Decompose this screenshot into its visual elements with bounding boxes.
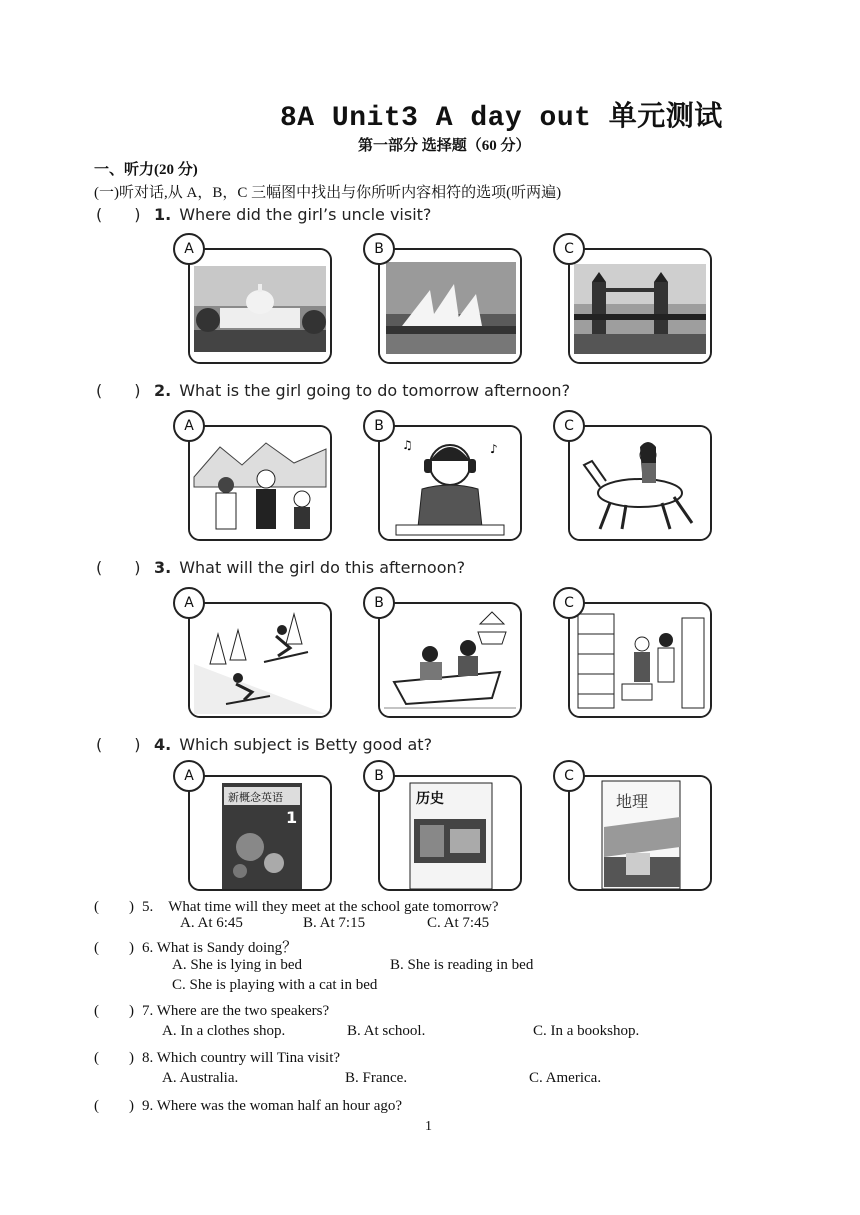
option-badge-a: A (173, 587, 205, 619)
question-text: 9. Where was the woman half an hour ago? (142, 1098, 403, 1114)
section-heading: 一、听力(20 分) (94, 162, 198, 178)
question-5 (94, 895, 499, 916)
question-text: What will the girl do this afternoon? (179, 558, 466, 577)
option-b[interactable]: B. At 7:15 (303, 915, 366, 931)
history-textbook-image (378, 775, 522, 891)
picture-question-3 (96, 555, 465, 578)
option-a[interactable]: A. Australia. (162, 1070, 239, 1086)
option-badge-c: C (553, 760, 585, 792)
answer-blank[interactable]: ( ) (94, 1003, 134, 1019)
question-number: 1. (154, 205, 172, 224)
question-text: 7. Where are the two speakers? (142, 1003, 330, 1019)
question-text: What is the girl going to do tomorrow afternoon? (179, 381, 571, 400)
answer-blank[interactable]: ( ) (96, 558, 141, 577)
option-a[interactable]: A. She is lying in bed (172, 957, 302, 973)
answer-blank[interactable]: ( ) (96, 735, 141, 754)
answer-blank[interactable]: ( ) (96, 381, 141, 400)
option-b[interactable]: B. She is reading in bed (390, 957, 534, 973)
question-number: 2. (154, 381, 172, 400)
option-badge-a: A (173, 410, 205, 442)
capitol-building-image (188, 248, 332, 364)
svg-text:♫: ♫ (402, 438, 413, 452)
option-badge-c: C (553, 233, 585, 265)
book-c-title: 地理 (616, 792, 649, 811)
option-c[interactable]: C. At 7:45 (427, 915, 490, 931)
picture-question-2 (96, 378, 570, 401)
horse-riding-image (568, 425, 712, 541)
book-a-title: 新概念英语 (228, 791, 283, 804)
question-text: 8. Which country will Tina visit? (142, 1050, 341, 1066)
book-a-number: 1 (286, 808, 298, 827)
question-text: Which subject is Betty good at? (179, 735, 433, 754)
question-6 (94, 936, 297, 957)
sydney-opera-house-image (378, 248, 522, 364)
option-badge-b: B (363, 233, 395, 265)
option-badge-c: C (553, 587, 585, 619)
picture-question-4 (96, 732, 432, 755)
option-a[interactable]: A. In a clothes shop. (162, 1023, 286, 1039)
skiing-image (188, 602, 332, 718)
option-a[interactable]: A. At 6:45 (180, 915, 243, 931)
english-textbook-image (188, 775, 332, 891)
question-text: 5. What time will they meet at the school gate tomorrow? (142, 899, 499, 915)
question-number: 3. (154, 558, 172, 577)
answer-blank[interactable]: ( ) (94, 940, 134, 956)
answer-blank[interactable]: ( ) (94, 1098, 134, 1114)
part-subtitle: 第一部分 选择题（60 分） (358, 138, 531, 154)
option-badge-b: B (363, 410, 395, 442)
option-badge-c: C (553, 410, 585, 442)
boating-image (378, 602, 522, 718)
question-number: 4. (154, 735, 172, 754)
option-badge-a: A (173, 233, 205, 265)
question-9 (94, 1094, 402, 1115)
option-badge-a: A (173, 760, 205, 792)
instruction-text: (一)听对话,从 A，B，C 三幅图中找出与你所听内容相符的选项(听两遍) (94, 185, 562, 201)
option-c[interactable]: C. America. (529, 1070, 602, 1086)
hiking-people-image (188, 425, 332, 541)
answer-blank[interactable]: ( ) (94, 899, 134, 915)
option-badge-b: B (363, 587, 395, 619)
question-text: Where did the girl’s uncle visit? (179, 205, 432, 224)
shopping-supermarket-image (568, 602, 712, 718)
option-b[interactable]: B. France. (345, 1070, 408, 1086)
page-number: 1 (425, 1119, 432, 1134)
listening-to-music-image (378, 425, 522, 541)
svg-text:♪: ♪ (490, 442, 498, 456)
question-8 (94, 1046, 340, 1067)
page-title: 8A Unit3 A day out 单元测试 (280, 103, 723, 134)
option-c[interactable]: C. She is playing with a cat in bed (172, 977, 378, 993)
option-b[interactable]: B. At school. (347, 1023, 426, 1039)
answer-blank[interactable]: ( ) (96, 205, 141, 224)
tower-bridge-image (568, 248, 712, 364)
geography-textbook-image (568, 775, 712, 891)
option-badge-b: B (363, 760, 395, 792)
book-b-title: 历史 (416, 791, 444, 807)
answer-blank[interactable]: ( ) (94, 1050, 134, 1066)
question-7 (94, 999, 329, 1020)
option-c[interactable]: C. In a bookshop. (533, 1023, 640, 1039)
question-text: 6. What is Sandy doing？ (142, 940, 298, 956)
picture-question-1 (96, 202, 431, 225)
